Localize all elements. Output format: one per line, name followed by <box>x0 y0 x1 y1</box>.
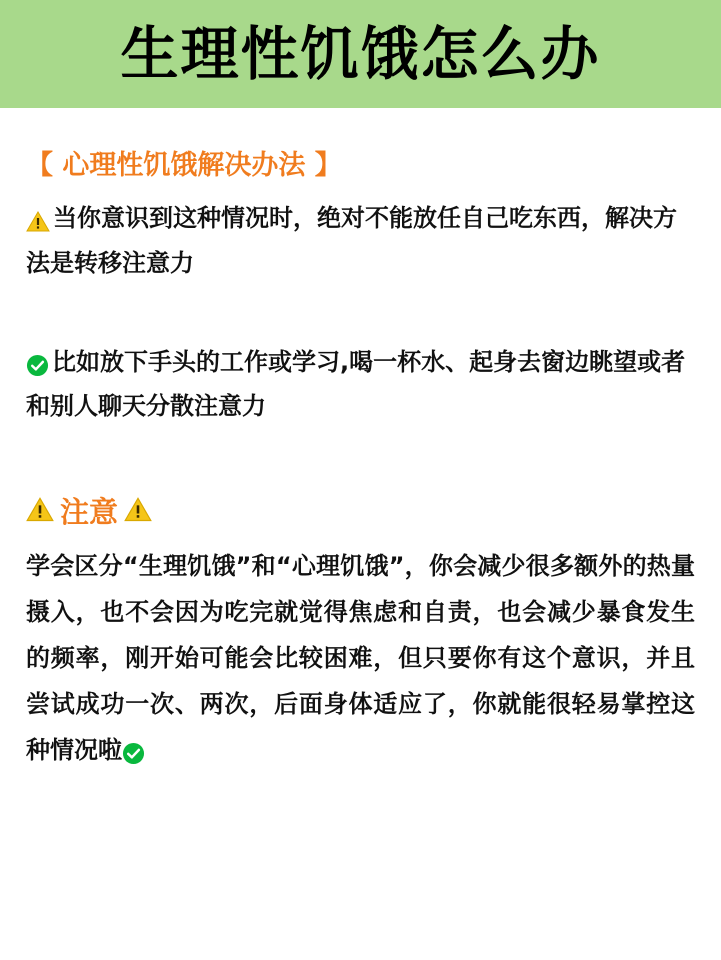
paragraph-psychological-hunger-2 <box>26 342 695 428</box>
warning-triangle-icon <box>26 497 54 524</box>
paragraph-psychological-hunger-1 <box>26 198 695 284</box>
section-heading: 【 心理性饥饿解决办法 】 <box>26 150 342 181</box>
page-title: 生理性饥饿怎么办 <box>120 20 601 88</box>
notice-title: 注意 <box>60 494 119 529</box>
paragraph-text: 当你意识到这种情况时，绝对不能放任自己吃东西，解决方法是转移注意力 <box>26 204 677 277</box>
green-check-circle-icon <box>122 730 145 776</box>
content-area <box>0 108 721 776</box>
notice-heading <box>26 490 695 531</box>
paragraph-text: 比如放下手头的工作或学习,喝一杯水、起身去窗边眺望或者和别人聊天分散注意力 <box>26 347 686 421</box>
header-band <box>0 0 721 108</box>
notice-body-text: 学会区分“生理饥饿”和“心理饥饿”，你会减少很多额外的热量摄入，也不会因为吃完就觉得焦虑和自责，也会减少暴食发生的频率，刚开始可能会比较困难，但只要你有这个意识，并且尝试成功一次、两次，后面身体适应了，你就能很轻易掌控这种情况啦 <box>26 551 695 764</box>
notice-body <box>26 543 695 776</box>
warning-triangle-icon <box>26 201 50 242</box>
warning-triangle-icon <box>124 497 152 524</box>
green-check-circle-icon <box>26 345 49 386</box>
